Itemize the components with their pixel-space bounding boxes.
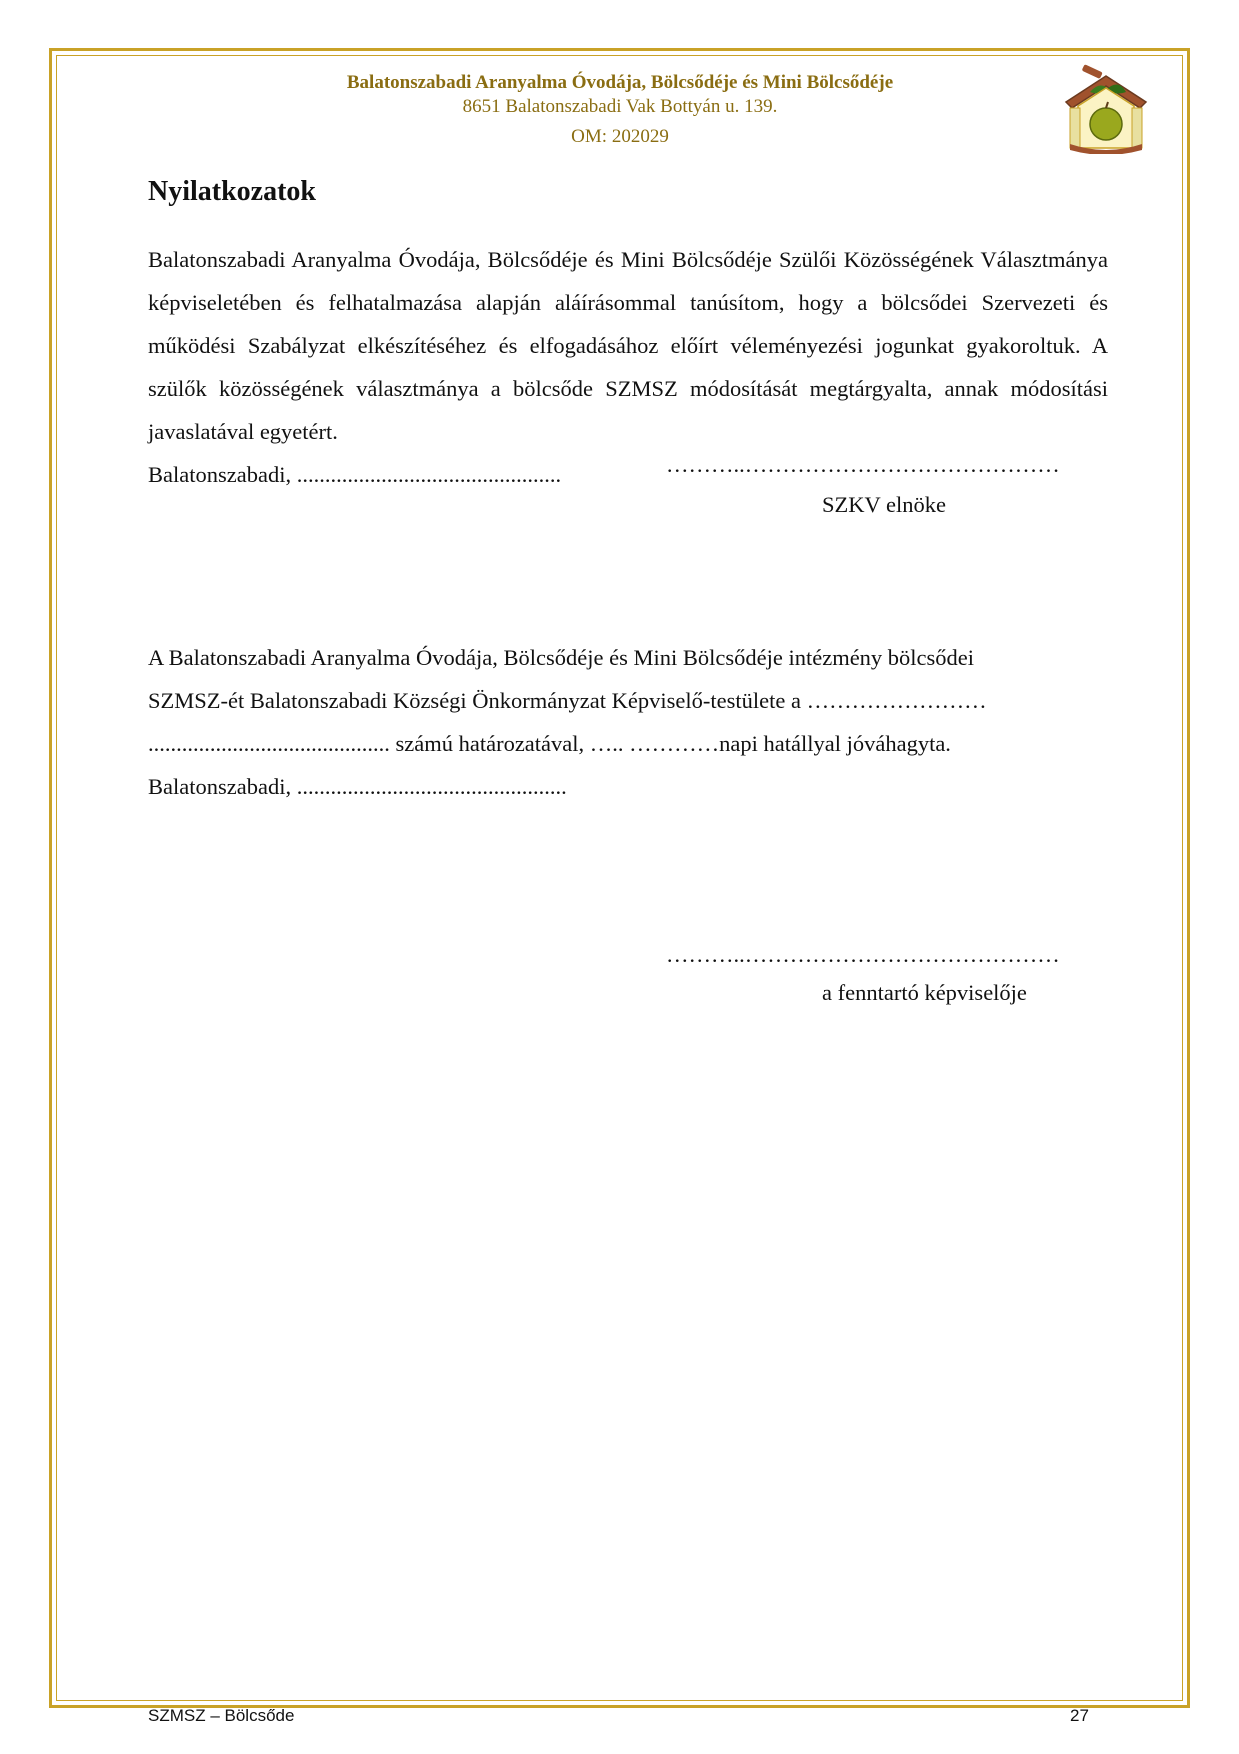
institution-name: Balatonszabadi Aranyalma Óvodája, Bölcsődéje és Mini Bölcsődéje <box>346 72 894 93</box>
footer-page-number: 27 <box>1070 1706 1089 1725</box>
footer-document-title: SZMSZ – Bölcsőde <box>148 1706 295 1725</box>
om-identifier: OM: 202029 <box>571 126 669 147</box>
document-header <box>140 70 1100 149</box>
institution-address: 8651 Balatonszabadi Vak Bottyán u. 139. <box>462 96 778 117</box>
approval-line-3: ........................................... számú határozatával, ….. …………napi hatállyal jóváhagyta. <box>148 731 951 756</box>
page-title: Nyilatkozatok <box>148 176 316 207</box>
place-date-line-2: Balatonszabadi, ................................................ <box>148 774 567 799</box>
approval-line-1: A Balatonszabadi Aranyalma Óvodája, Bölcsődéje és Mini Bölcsődéje intézmény bölcsődei <box>148 645 975 670</box>
signature-line-2: ………..…………………………………… <box>666 942 1060 967</box>
signature-label-maintainer: a fenntartó képviselője <box>822 980 1027 1005</box>
signature-line-1: ………..…………………………………… <box>666 452 1060 477</box>
approval-line-2: SZMSZ-ét Balatonszabadi Községi Önkormányzat Képviselő-testülete a …………………… <box>148 688 987 713</box>
declaration-paragraph-parents: Balatonszabadi Aranyalma Óvodája, Bölcsődéje és Mini Bölcsődéje Szülői Közösségének Választmánya képviseletében és felhatalmazása alapján aláírásommal tanúsítom, hogy a bölcsődei Szervezeti és működési Szabályzat elkészítéséhez és elfogadásához előírt véleményezési jogunkat gyakoroltuk. A szülők közösségének választmánya a bölcsőde SZMSZ módosítását megtárgyalta, annak módosítási javaslatával egyetért. <box>148 247 1108 444</box>
institution-logo <box>1060 62 1152 154</box>
document-body <box>148 170 1108 496</box>
document-body-section-2 <box>148 636 1108 808</box>
place-date-line-1: Balatonszabadi, ............................................... <box>148 462 562 487</box>
signature-label-szkv: SZKV elnöke <box>822 492 946 517</box>
